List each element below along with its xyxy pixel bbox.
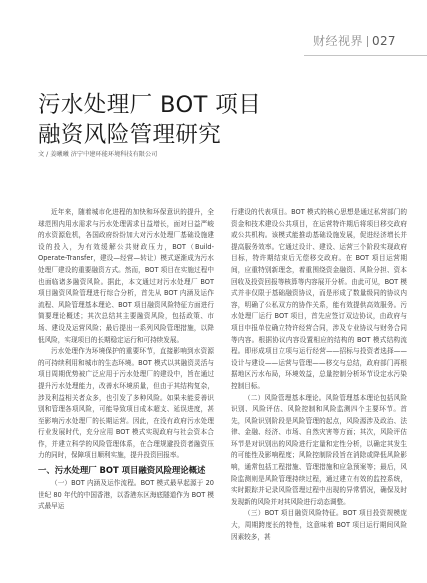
paragraph-abstract: 近年来，随着城市化进程的加快和环保意识的提升，全球范围内用水需求与污水处理需求日益增长，面对日益严峻的水资源危机，各国政府纷纷加大对污水处理厂基础设施建设的投入，为有效缓解公共财政压力，BOT（Build-Operate-Transfer，建设—经营—转让）模式逐渐成为污水处理厂建设的重要融资方式。然而，BOT 项目在实施过程中也面临诸多融资风险。据此，本文通过对污水处理厂 BOT 项目融资风险管理进行综合分析，首先从 BOT 内涵及运作流程、风险管理基本理论、BOT 项目融资风险特征方面进行简要理论概述；其次总结其主要融资风险，包括政策、市场、建设及运营风险；最后提出一系列风险管理措施，以降低风险，实现项目的长期稳定运行和可持续发展。	[38, 208, 214, 344]
paragraph-risk-features: （三）BOT 项目融资风险特征。BOT 项目投资规模庞大，周期跨度长的特性，这意味着 BOT 项目运行期间风险因素较多，甚	[231, 509, 407, 541]
page-header	[313, 30, 427, 52]
section-name: 财经视界	[313, 34, 364, 48]
header-rule	[304, 55, 427, 56]
section-heading: 一、污水处理厂 BOT 项目融资风险理论概述	[38, 465, 206, 476]
paragraph-background: 污水处理作为环境保护的重要环节，直接影响到水资源的可持续利用和城市的生态环境。BOT 模式以其融资灵活与项目周期优势被广泛应用于污水处理厂的建设中，旨在通过提升污水处理能力，改善水环境质量，但由于其结构复杂，涉及利益相关者众多，也引发了多种风险。如果未能妥善识别和管理各项风险，可能导致项目成本超支、延误进度，甚至影响污水处理厂的长期运营。因此，在没有政府污水处理行业发展时代，充分应用 BOT 模式实现政府与社会资本合作，并建立科学的风险管理体系，在合理规避投资者融资压力的同时，保障项目顺利实施，提升投资回报率。	[38, 347, 214, 460]
title-line-2: 融资风险管理研究	[38, 122, 222, 148]
left-column	[38, 207, 214, 513]
paragraph-bot-definition: （一）BOT 内涵及运作流程。BOT 模式最早起源于 20 世纪 80 年代的中国香港，以香港东区海底隧道作为 BOT 模式最早运	[38, 479, 214, 511]
header-divider	[367, 36, 368, 47]
page-number: 027	[372, 34, 396, 48]
right-column	[231, 207, 407, 543]
title-line-1: 污水处理厂 BOT 项目	[38, 92, 262, 118]
article-title	[38, 90, 398, 150]
paragraph-bot-process: 行建设的代表项目。BOT 模式的核心思想是通过私营部门的资金和技术建设公共项目，在运营特许期后将项目移交政府或公共机构。该模式能推动基础设施发展，促进经济增长并提高服务效率。它通过设计、建设、运营三个阶段实现政府目标，特许期结束后无偿移交政府。在 BOT 项目运营期间，应重特别新理念，着重围绕资金融资、风险分担、资本回收及投资回报等核算等内容展开分析。由此可见，BOT 模式并非仅限于基础融资协议，而是形成了数量级同的协议内容，明确了公私双方的协作关系，能有效提供高效服务。污水处理厂运行 BOT 项目，首先应签订双边协议，由政府与项目申报单位确立特许经营合同，涉及专业协议与财务合同等内容。根据协议内容设置相应的结构的 BOT 模式结构流程。即形成项目立项与运行经营——招标与投资者选择——设计与建设——运营与管理——移交与总结，政府部门再根据地区污水布局，环境效益，总量控制分析环节设定水污染控制目标。	[231, 208, 407, 390]
author-byline: 文 / 姜曦曦 济宁中建环能环境科技有限公司	[38, 151, 158, 158]
paragraph-risk-theory: （二）风险管理基本理论。风险管理基本理论包括风险识别、风险评估、风险控制和风险监测四个主要环节。首先，风险识别阶段是风险管理的起点，风险源涉及政治、法律、金融、经济、市场、自然灾害等方面；其次，风险评估环节是对识别出的风险进行定量和定性分析，以确定其发生的可能性及影响程度；风险控制阶段旨在消除或降低风险影响，通常包括工程措施、管理措施和应急预案等；最后，风险监测则是风险管理持续过程，通过建立有效的监控系统，实时跟踪并记录风险管理过程中出现的异常情况，确保及时发现新的风险并对其风险进行动态调整。	[231, 393, 407, 506]
